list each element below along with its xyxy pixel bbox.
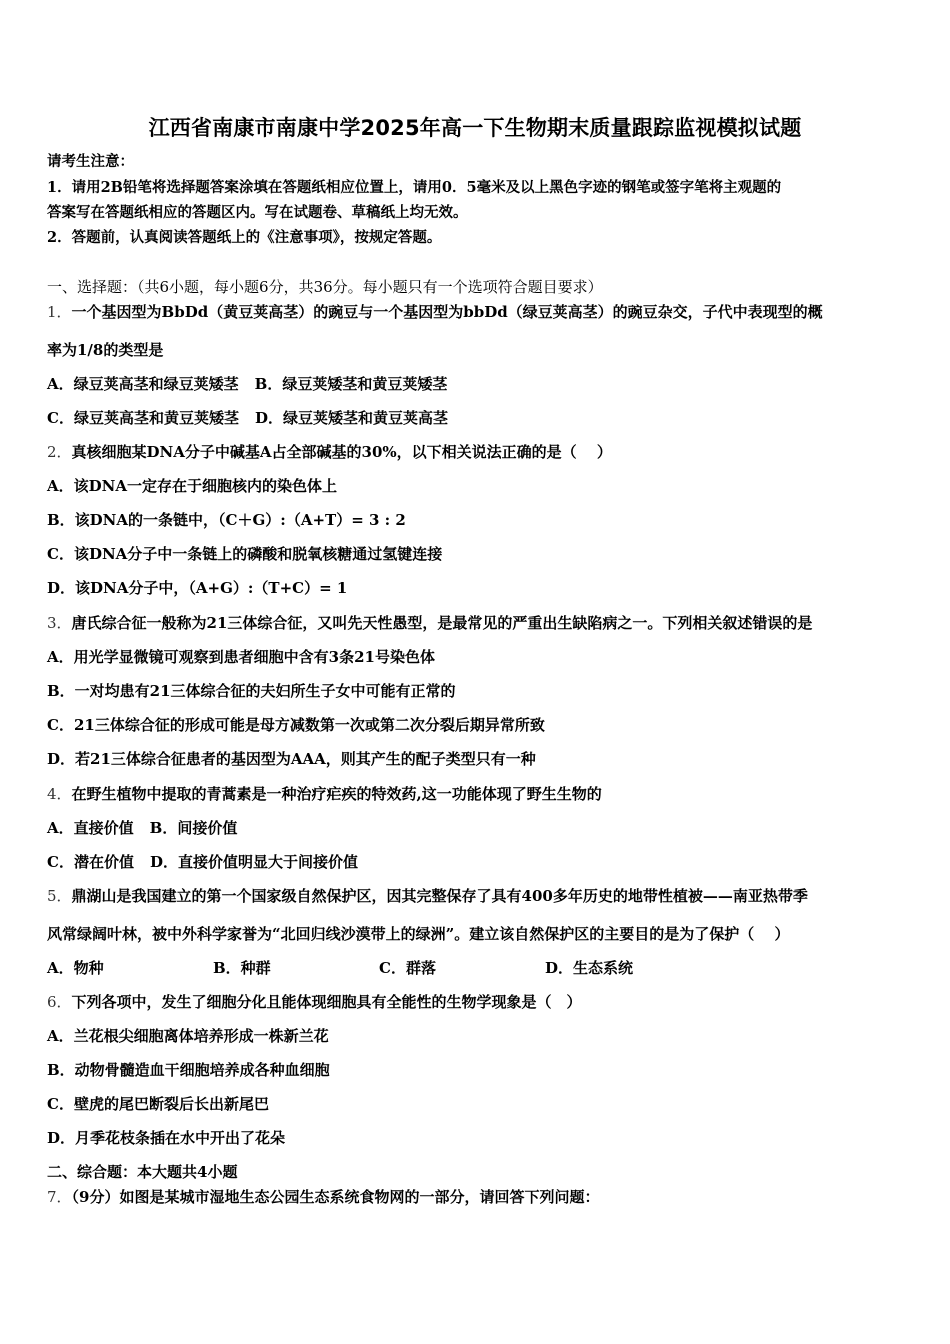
question-text: 一个基因型为BbDd（黄豆荚高茎）的豌豆与一个基因型为bbDd（绿豆荚高茎）的豌豆杂交，子代中表现型的概 (71, 303, 823, 321)
question-number: 4． (47, 785, 72, 803)
option-b: B．间接价值 (149, 819, 238, 837)
question-2-option-c: C．该DNA分子中一条链上的磷酸和脱氧核糖通过氢键连接 (47, 545, 443, 563)
option-a: A．直接价值 (47, 819, 134, 837)
question-1 (47, 302, 907, 322)
notice-item-1-cont: 答案写在答题纸相应的答题区内。写在试题卷、草稿纸上均无效。 (47, 204, 468, 221)
option-c: C．潜在价值 (47, 853, 134, 871)
question-1-cont (47, 340, 907, 360)
question-text: 下列各项中，发生了细胞分化且能体现细胞具有全能性的生物学现象是（ ） (71, 993, 582, 1011)
section-heading-comprehensive: 二、综合题：本大题共4小题 (47, 1163, 238, 1181)
question-text: 唐氏综合征一般称为21三体综合征，又叫先天性愚型，是最常见的严重出生缺陷病之一。下列相关叙述错误的是 (71, 614, 813, 632)
question-4 (47, 784, 907, 804)
option-d: D．直接价值明显大于间接价值 (149, 853, 358, 871)
question-6-option-d: D．月季花枝条插在水中开出了花朵 (47, 1129, 286, 1147)
question-2-option-a: A．该DNA一定存在于细胞核内的染色体上 (47, 477, 337, 495)
question-3-option-b: B．一对均患有21三体综合征的夫妇所生子女中可能有正常的 (47, 682, 456, 700)
question-text: （9分）如图是某城市湿地生态公园生态系统食物网的一部分，请回答下列问题： (71, 1188, 600, 1206)
question-6 (47, 992, 907, 1012)
question-3-option-a: A．用光学显微镜可观察到患者细胞中含有3条21号染色体 (47, 648, 435, 666)
notice-item-1: 1．请用2B铅笔将选择题答案涂填在答题纸相应位置上，请用0．5毫米及以上黑色字迹的钢笔或签字笔将主观题的 (47, 179, 782, 196)
question-number: 2． (47, 443, 72, 461)
question-text: 率为1/8的类型是 (47, 341, 164, 359)
question-6-option-b: B．动物骨髓造血干细胞培养成各种血细胞 (47, 1061, 330, 1079)
question-3-option-d: D．若21三体综合征患者的基因型为AAA，则其产生的配子类型只有一种 (47, 750, 536, 768)
section-heading-choice: 一、选择题：（共6小题，每小题6分，共36分。每小题只有一个选项符合题目要求） (47, 278, 603, 296)
question-number: 7． (47, 1188, 72, 1206)
question-4-options-row-2 (47, 852, 907, 872)
question-text: 风常绿阔叶林，被中外科学家誉为“北回归线沙漠带上的绿洲”。建立该自然保护区的主要目的是为了保护（ ） (47, 925, 790, 943)
question-7 (47, 1187, 907, 1207)
question-2-option-d: D．该DNA分子中，（A+G）:（T+C）= 1 (47, 579, 348, 597)
question-5-options (47, 958, 907, 978)
option-d: D．生态系统 (545, 959, 634, 977)
option-c: C．群落 (379, 959, 436, 977)
question-text: 真核细胞某DNA分子中碱基A占全部碱基的30%，以下相关说法正确的是（ ） (71, 443, 612, 461)
question-6-option-c: C．壁虎的尾巴断裂后长出新尾巴 (47, 1095, 269, 1113)
option-a: A．物种 (47, 959, 104, 977)
question-3-option-c: C．21三体综合征的形成可能是母方减数第一次或第二次分裂后期异常所致 (47, 716, 545, 734)
question-6-option-a: A．兰花根尖细胞离体培养形成一株新兰花 (47, 1027, 329, 1045)
notice-item-2: 2．答题前，认真阅读答题纸上的《注意事项》，按规定答题。 (47, 229, 442, 246)
question-1-options-row-2 (47, 408, 907, 428)
option-a: A．绿豆荚高茎和绿豆荚矮茎 (47, 375, 239, 393)
question-number: 5． (47, 887, 72, 905)
question-number: 1． (47, 303, 72, 321)
option-d: D．绿豆荚矮茎和黄豆荚高茎 (254, 409, 448, 427)
question-3 (47, 613, 907, 633)
notice-heading: 请考生注意： (47, 153, 134, 170)
question-1-options-row-1 (47, 374, 907, 394)
option-b: B．种群 (213, 959, 271, 977)
question-text: 在野生植物中提取的青蒿素是一种治疗疟疾的特效药,这一功能体现了野生生物的 (71, 785, 602, 803)
question-number: 6． (47, 993, 72, 1011)
question-text: 鼎湖山是我国建立的第一个国家级自然保护区，因其完整保存了具有400多年历史的地带性植被——南亚热带季 (71, 887, 808, 905)
question-4-options-row-1 (47, 818, 907, 838)
question-2 (47, 442, 907, 462)
option-b: B．绿豆荚矮茎和黄豆荚矮茎 (254, 375, 448, 393)
question-5 (47, 886, 907, 906)
option-c: C．绿豆荚高茎和黄豆荚矮茎 (47, 409, 239, 427)
question-5-cont (47, 924, 907, 944)
page-title: 江西省南康市南康中学2025年高一下生物期末质量跟踪监视模拟试题 (148, 116, 802, 140)
question-2-option-b: B．该DNA的一条链中，（C＋G）:（A+T）= 3 : 2 (47, 511, 406, 529)
question-number: 3． (47, 614, 72, 632)
